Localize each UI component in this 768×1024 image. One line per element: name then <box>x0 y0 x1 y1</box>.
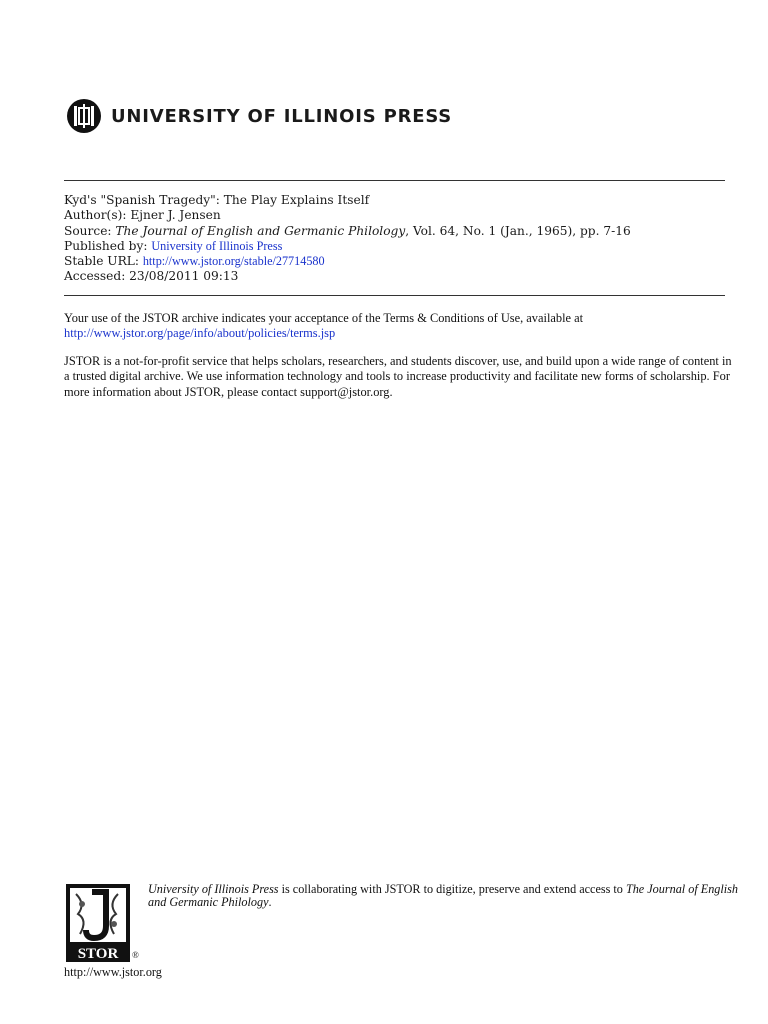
bottom-divider <box>64 295 725 296</box>
collab-text: is collaborating with JSTOR to digitize, preserve and extend access to <box>278 882 626 896</box>
publisher-link[interactable]: University of Illinois Press <box>151 238 283 253</box>
publisher-logo <box>66 98 452 134</box>
published-by-line <box>64 239 734 254</box>
source-line <box>64 224 734 239</box>
jstor-logo-text: STOR <box>77 946 119 962</box>
collab-journal: The Journal of English and Germanic Philology <box>148 882 738 909</box>
stable-url-line <box>64 254 734 269</box>
registered-mark: ® <box>132 950 139 960</box>
illinois-press-emblem-icon <box>66 98 102 134</box>
collaboration-statement <box>148 883 738 908</box>
stable-url-link[interactable]: http://www.jstor.org/stable/27714580 <box>142 254 325 269</box>
stable-url-label: Stable URL: <box>64 254 139 269</box>
terms-text: Your use of the JSTOR archive indicates your acceptance of the Terms & Conditions of Use, available at <box>64 311 584 325</box>
jstor-description: JSTOR is a not-for-profit service that helps scholars, researchers, and students discover, use, and build upon a wide range of content in a trusted digital archive. We use information technology and tools to increase productivity and facilitate new forms of scholarship. For more information about JSTOR, please contact support@jstor.org. <box>64 354 732 399</box>
terms-link[interactable]: http://www.jstor.org/page/info/about/policies/terms.jsp <box>64 326 336 341</box>
citation-block <box>64 193 734 285</box>
source-label: Source: <box>64 223 112 238</box>
terms-notice <box>64 311 734 342</box>
publisher-logo-text: UNIVERSITY OF ILLINOIS PRESS <box>111 105 453 127</box>
accessed-value: 23/08/2011 09:13 <box>129 269 239 284</box>
accessed-line <box>64 269 734 284</box>
source-details: , Vol. 64, No. 1 (Jan., 1965), pp. 7-16 <box>405 223 631 238</box>
authors-value: Ejner J. Jensen <box>130 208 221 223</box>
collab-end: . <box>268 894 272 909</box>
collab-publisher: University of Illinois Press <box>148 882 279 896</box>
jstor-url[interactable]: http://www.jstor.org <box>64 965 162 979</box>
accessed-label: Accessed: <box>64 269 126 284</box>
published-by-label: Published by: <box>64 238 148 253</box>
authors-label: Author(s): <box>64 208 127 223</box>
journal-title: The Journal of English and Germanic Philology <box>115 223 406 238</box>
top-divider <box>64 180 725 181</box>
jstor-logo-icon <box>66 884 130 962</box>
authors-line <box>64 208 734 223</box>
article-title: Kyd's "Spanish Tragedy": The Play Explains Itself <box>64 193 370 207</box>
